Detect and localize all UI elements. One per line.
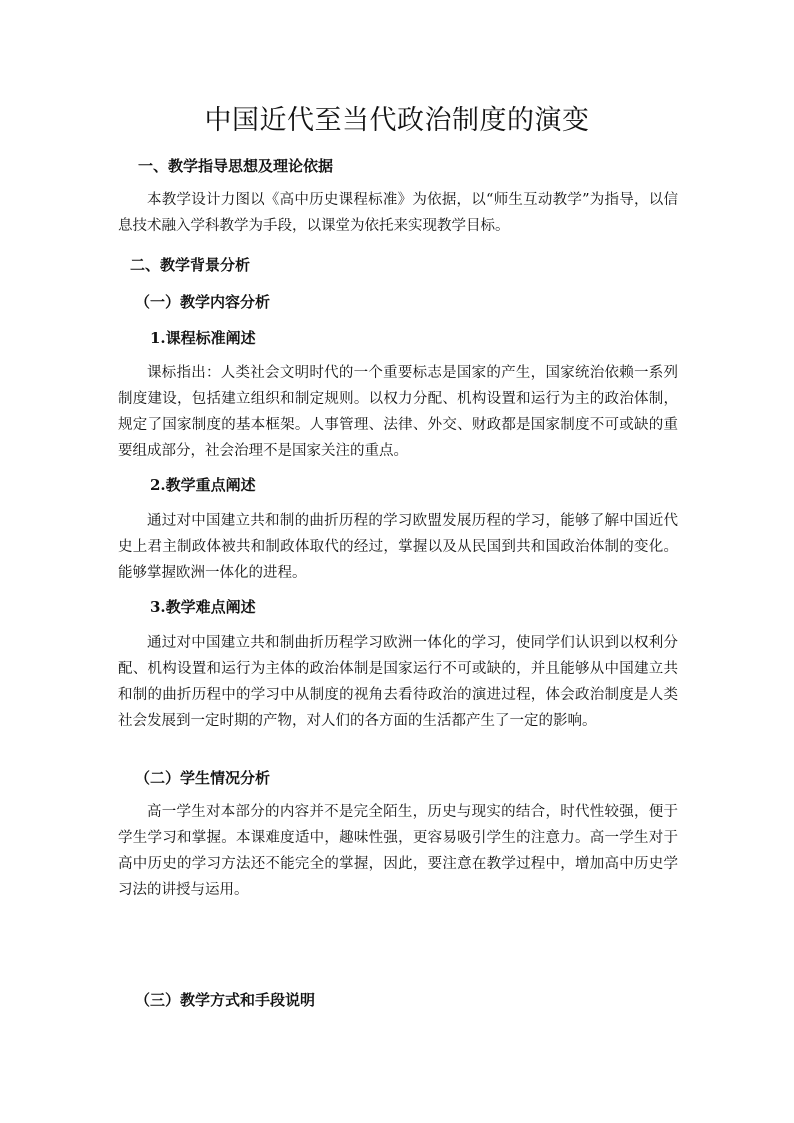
item-heading-teaching-focus: 2.教学重点阐述 [150,476,256,494]
subsection-heading-student-analysis: （二）学生情况分析 [135,769,271,787]
item-heading-teaching-difficulty: 3.教学难点阐述 [150,598,256,616]
paragraph-teaching-focus: 通过对中国建立共和制的曲折历程的学习欧盟发展历程的学习，能够了解中国近代史上君主制政体被共和制政体取代的经过，掌握以及从民国到共和国政治体制的变化。能够掌握欧洲一体化的进程。 [118,513,678,581]
section-heading-guiding-ideology: 一、教学指导思想及理论依据 [138,157,334,175]
section-heading-background-analysis: 二、教学背景分析 [130,256,251,274]
paragraph-guiding-ideology: 本教学设计力图以《高中历史课程标准》为依据，以“师生互动教学”为指导，以信息技术融入学科教学为手段，以课堂为依托来实现教学目标。 [118,192,678,234]
subsection-heading-teaching-methods: （三）教学方式和手段说明 [135,991,316,1009]
document-title: 中国近代至当代政治制度的演变 [204,105,590,136]
paragraph-student-analysis: 高一学生对本部分的内容并不是完全陌生，历史与现实的结合，时代性较强，便于学生学习和掌握。本课难度适中，趣味性强，更容易吸引学生的注意力。高一学生对于高中历史的学习方法还不能完全的掌握，因此，要注意在教学过程中，增加高中历史学习法的讲授与运用。 [118,804,678,898]
paragraph-teaching-difficulty: 通过对中国建立共和制曲折历程学习欧洲一体化的学习，使同学们认识到以权利分配、机构设置和运行为主体的政治体制是国家运行不可或缺的，并且能够从中国建立共和制的曲折历程中的学习中从制度的视角去看待政治的演进过程，体会政治制度是人类社会发展到一定时期的产物，对人们的各方面的生活都产生了一定的影响。 [118,635,678,729]
paragraph-curriculum-standard: 课标指出：人类社会文明时代的一个重要标志是国家的产生，国家统治依赖一系列制度建设，包括建立组织和制定规则。以权力分配、机构设置和运行为主的政治体制，规定了国家制度的基本框架。人事管理、法律、外交、财政都是国家制度不可或缺的重要组成部分，社会治理不是国家关注的重点。 [118,365,678,459]
item-heading-curriculum-standard: 1.课程标准阐述 [150,329,256,347]
subsection-heading-content-analysis: （一）教学内容分析 [135,293,271,311]
